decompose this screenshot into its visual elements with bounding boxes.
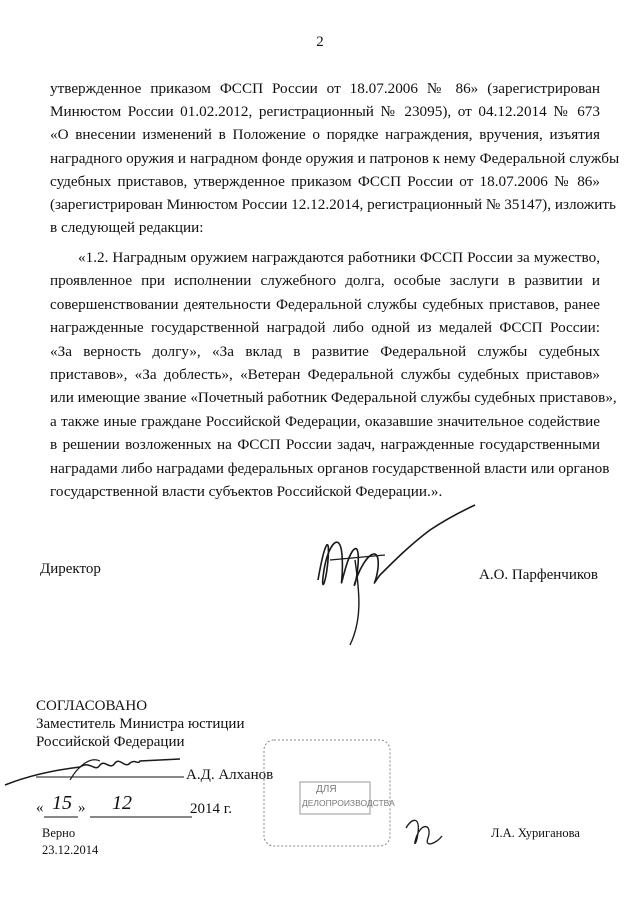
text-line: судебных приставов, утвержденное приказом ФССП России от 18.07.2006 № 86» [50,172,600,190]
text-line: награжденные государственной наградой либо одной из медалей ФССП России: [50,319,600,337]
deputy-minister-signature [0,745,200,795]
text-line: (зарегистрирован Минюстом России 12.12.2014, регистрационный № 35147), изложить [50,196,616,213]
text-line: наградами либо наградами федеральных органов государственной власти или органов [50,459,610,477]
signatory-name: А.О. Парфенчиков [479,567,598,583]
certification-label: Верно [42,826,76,840]
director-signature [300,500,480,650]
date-month-handwritten: 12 [112,792,132,814]
page-number: 2 [316,34,324,50]
certification-date: 23.12.2014 [42,843,99,857]
approval-role-line2: Российской Федерации [36,734,185,750]
date-open-quote: « [36,800,44,816]
text-line: в решении возложенных на ФССП России задач, награжденные государственными [50,436,600,454]
text-line: утвержденное приказом ФССП России от 18.07.2006 № 86» (зарегистрирован [50,80,600,97]
stamp-text-line2: ДЕЛОПРОИЗВОДСТВА [302,798,395,808]
text-line: а также иные граждане Российской Федерации, оказавшие значительное содействие [50,412,600,430]
approver-name: А.Д. Алханов [186,767,274,783]
text-line: «О внесении изменений в Положение о порядке награждения, вручения, изъятия [50,126,600,144]
stamp-text-line1: ДЛЯ [316,784,337,795]
certifier-name: Л.А. Хуриганова [491,826,580,840]
text-line: «1.2. Наградным оружием награждаются работники ФССП России за мужество, [78,249,600,266]
text-line: Минюстом России 01.02.2012, регистрационный № 23095), от 04.12.2014 № 673 [50,103,600,121]
text-line: «За верность долгу», «За вклад в развитие Федеральной службы судебных [50,342,600,360]
text-line: государственной власти субъектов Российской Федерации.». [50,483,443,500]
text-line: в следующей редакции: [50,219,204,237]
signatory-position: Директор [40,561,101,577]
approval-heading: СОГЛАСОВАНО [36,698,148,714]
text-line: наградного оружия и наградном фонде оружия и патронов к нему Федеральной службы [50,149,620,167]
approval-role-line1: Заместитель Министра юстиции [36,716,245,732]
text-line: проявленное при исполнении служебного долга, особые заслуги в развитии и [50,272,600,290]
date-day-handwritten: 15 [52,792,72,814]
text-line: приставов», «За доблесть», «Ветеран Федеральной службы судебных приставов» [50,366,600,383]
date-year: 2014 г. [190,801,232,817]
date-close-quote: » [78,800,86,816]
certifier-signature [398,808,448,853]
date-underlines [44,816,194,820]
text-line: или имеющие звание «Почетный работник Федеральной службы судебных приставов», [50,389,617,407]
text-line: совершенствовании деятельности Федеральной службы судебных приставов, ранее [50,295,600,313]
